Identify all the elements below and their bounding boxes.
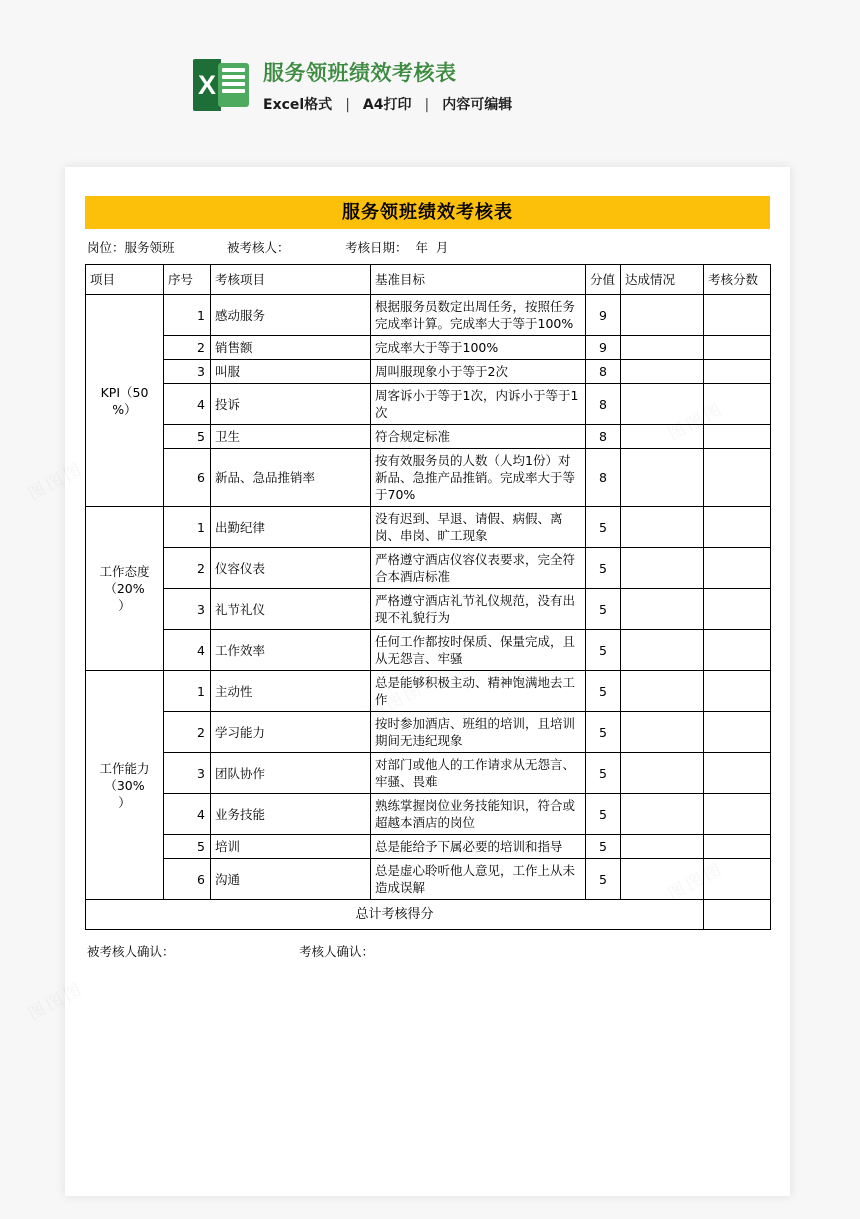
cell-no: 2 — [164, 548, 211, 589]
header-number: 序号 — [164, 265, 211, 295]
cell-item: 卫生 — [211, 425, 371, 449]
cell-achievement[interactable] — [621, 384, 704, 425]
cell-item: 新品、急品推销率 — [211, 449, 371, 507]
header-points: 分值 — [586, 265, 621, 295]
cell-standard: 对部门或他人的工作请求从无怨言、牢骚、畏难 — [371, 753, 586, 794]
cell-item: 培训 — [211, 835, 371, 859]
cell-achievement[interactable] — [621, 712, 704, 753]
cell-points: 5 — [586, 630, 621, 671]
cell-points: 5 — [586, 589, 621, 630]
cell-no: 4 — [164, 384, 211, 425]
promo-tag-separator-1: | — [345, 97, 350, 113]
cell-standard: 按时参加酒店、班组的培训，且培训期间无违纪现象 — [371, 712, 586, 753]
cell-standard: 周叫服现象小于等于2次 — [371, 360, 586, 384]
cell-points: 9 — [586, 295, 621, 336]
table-row[interactable] — [86, 753, 771, 794]
cell-score[interactable] — [704, 589, 771, 630]
cell-no: 5 — [164, 835, 211, 859]
cell-score[interactable] — [704, 859, 771, 900]
cell-item: 学习能力 — [211, 712, 371, 753]
cell-no: 4 — [164, 794, 211, 835]
cell-no: 6 — [164, 449, 211, 507]
watermark — [23, 454, 88, 504]
cell-achievement[interactable] — [621, 671, 704, 712]
table-row[interactable] — [86, 548, 771, 589]
signature-assessor: 考核人确认： — [299, 944, 375, 959]
document-body — [85, 196, 770, 966]
cell-item: 感动服务 — [211, 295, 371, 336]
cell-score[interactable] — [704, 712, 771, 753]
cell-standard: 总是虚心聆听他人意见，工作上从未造成误解 — [371, 859, 586, 900]
meta-assessee: 被考核人： — [227, 239, 290, 255]
table-header — [86, 265, 771, 295]
header-achievement: 达成情况 — [621, 265, 704, 295]
cell-item: 工作效率 — [211, 630, 371, 671]
cell-item: 主动性 — [211, 671, 371, 712]
cell-points: 5 — [586, 671, 621, 712]
table-row[interactable] — [86, 336, 771, 360]
cell-item: 业务技能 — [211, 794, 371, 835]
promo-tag-print: A4打印 — [362, 97, 412, 113]
cell-score[interactable] — [704, 336, 771, 360]
cell-standard: 任何工作都按时保质、保量完成，且从无怨言、牢骚 — [371, 630, 586, 671]
table-row[interactable] — [86, 295, 771, 336]
table-row[interactable] — [86, 630, 771, 671]
category-label-line1: KPI（50 — [100, 384, 149, 400]
total-label: 总计考核得分 — [86, 900, 704, 930]
cell-no: 2 — [164, 336, 211, 360]
cell-points: 5 — [586, 835, 621, 859]
signature-assessee: 被考核人确认： — [87, 944, 175, 959]
cell-item: 沟通 — [211, 859, 371, 900]
cell-points: 5 — [586, 548, 621, 589]
table-body — [86, 295, 771, 930]
cell-no: 3 — [164, 360, 211, 384]
cell-score[interactable] — [704, 630, 771, 671]
cell-points: 5 — [586, 753, 621, 794]
meta-date: 考核日期： 年 月 — [345, 239, 449, 255]
category-label-line3: ） — [118, 598, 131, 613]
cell-achievement[interactable] — [621, 859, 704, 900]
cell-score[interactable] — [704, 425, 771, 449]
cell-achievement[interactable] — [621, 425, 704, 449]
excel-file-icon — [193, 57, 249, 113]
cell-points: 8 — [586, 449, 621, 507]
cell-points: 8 — [586, 384, 621, 425]
category-label-line1: 工作能力 — [99, 760, 150, 776]
cell-no: 2 — [164, 712, 211, 753]
cell-standard: 按有效服务员的人数（人均1份）对新品、急推产品推销。完成率大于等于70% — [371, 449, 586, 507]
cell-item: 投诉 — [211, 384, 371, 425]
cell-standard: 符合规定标准 — [371, 425, 586, 449]
excel-icon-grid — [218, 63, 249, 107]
cell-item: 叫服 — [211, 360, 371, 384]
cell-points: 9 — [586, 336, 621, 360]
table-header-row — [86, 265, 771, 295]
cell-points: 5 — [586, 794, 621, 835]
cell-item: 仪容仪表 — [211, 548, 371, 589]
cell-achievement[interactable] — [621, 630, 704, 671]
table-row[interactable] — [86, 712, 771, 753]
table-row[interactable] — [86, 449, 771, 507]
cell-standard: 根据服务员数定出周任务，按照任务完成率计算。完成率大于等于100% — [371, 295, 586, 336]
promo-title: 服务领班绩效考核表 — [263, 61, 457, 85]
cell-item: 礼节礼仪 — [211, 589, 371, 630]
table-row[interactable] — [86, 507, 771, 548]
promo-tag-list — [263, 95, 512, 115]
header-score: 考核分数 — [704, 265, 771, 295]
cell-achievement[interactable] — [621, 835, 704, 859]
cell-points: 8 — [586, 425, 621, 449]
cell-category-kpi — [86, 295, 164, 507]
table-row[interactable] — [86, 360, 771, 384]
cell-score[interactable] — [704, 360, 771, 384]
cell-no: 6 — [164, 859, 211, 900]
watermark — [23, 974, 88, 1024]
cell-achievement[interactable] — [621, 360, 704, 384]
category-label-line2: （30% — [104, 777, 145, 793]
cell-no: 1 — [164, 295, 211, 336]
promo-tag-format: Excel格式 — [263, 97, 333, 113]
document-card — [65, 167, 790, 1196]
cell-standard: 周客诉小于等于1次，内诉小于等于1次 — [371, 384, 586, 425]
header-category: 项目 — [86, 265, 164, 295]
cell-score[interactable] — [704, 548, 771, 589]
cell-standard: 没有迟到、早退、请假、病假、离岗、串岗、旷工现象 — [371, 507, 586, 548]
cell-achievement[interactable] — [621, 295, 704, 336]
cell-item: 团队协作 — [211, 753, 371, 794]
meta-position: 岗位：服务领班 — [87, 239, 175, 255]
promo-tag-editable: 内容可编辑 — [442, 97, 513, 113]
cell-score[interactable] — [704, 835, 771, 859]
cell-no: 4 — [164, 630, 211, 671]
cell-no: 1 — [164, 507, 211, 548]
category-label-line2: （20% — [104, 581, 145, 596]
header-standard: 基准目标 — [371, 265, 586, 295]
cell-points: 5 — [586, 507, 621, 548]
cell-no: 1 — [164, 671, 211, 712]
cell-achievement[interactable] — [621, 548, 704, 589]
cell-achievement[interactable] — [621, 753, 704, 794]
cell-item: 出勤纪律 — [211, 507, 371, 548]
cell-score[interactable] — [704, 753, 771, 794]
cell-standard: 总是能够积极主动、精神饱满地去工作 — [371, 671, 586, 712]
category-label-line1: 工作态度 — [99, 564, 150, 579]
cell-points: 8 — [586, 360, 621, 384]
cell-no: 3 — [164, 589, 211, 630]
cell-standard: 严格遵守酒店礼节礼仪规范，没有出现不礼貌行为 — [371, 589, 586, 630]
meta-row — [85, 229, 770, 264]
evaluation-table — [85, 264, 771, 930]
cell-score[interactable] — [704, 671, 771, 712]
cell-standard: 严格遵守酒店仪容仪表要求，完全符合本酒店标准 — [371, 548, 586, 589]
category-label-line3: ） — [118, 794, 131, 810]
cell-achievement[interactable] — [621, 507, 704, 548]
cell-score[interactable] — [704, 449, 771, 507]
cell-standard: 总是能给予下属必要的培训和指导 — [371, 835, 586, 859]
cell-achievement[interactable] — [621, 449, 704, 507]
header-item: 考核项目 — [211, 265, 371, 295]
cell-category-ability — [86, 671, 164, 900]
cell-achievement[interactable] — [621, 589, 704, 630]
table-row[interactable] — [86, 859, 771, 900]
table-row[interactable] — [86, 794, 771, 835]
cell-achievement[interactable] — [621, 336, 704, 360]
table-row[interactable] — [86, 589, 771, 630]
table-row[interactable] — [86, 425, 771, 449]
table-row[interactable] — [86, 835, 771, 859]
promo-text-block — [263, 57, 512, 115]
promo-tag-separator-2: | — [424, 97, 430, 113]
cell-score[interactable] — [704, 507, 771, 548]
cell-no: 5 — [164, 425, 211, 449]
cell-item: 销售额 — [211, 336, 371, 360]
cell-points: 5 — [586, 859, 621, 900]
table-total-row[interactable] — [86, 900, 771, 930]
cell-no: 3 — [164, 753, 211, 794]
table-row[interactable] — [86, 384, 771, 425]
category-label-line2: %） — [112, 401, 137, 417]
cell-points: 5 — [586, 712, 621, 753]
signature-row — [85, 930, 770, 966]
promo-header — [193, 57, 512, 115]
cell-standard: 完成率大于等于100% — [371, 336, 586, 360]
table-row[interactable] — [86, 671, 771, 712]
cell-achievement[interactable] — [621, 794, 704, 835]
cell-standard: 熟练掌握岗位业务技能知识，符合或超越本酒店的岗位 — [371, 794, 586, 835]
cell-score[interactable] — [704, 295, 771, 336]
excel-icon-letter: X — [197, 70, 216, 100]
cell-category-attitude — [86, 507, 164, 671]
sheet-title-banner: 服务领班绩效考核表 — [85, 196, 770, 229]
cell-score[interactable] — [704, 384, 771, 425]
total-value[interactable] — [704, 900, 771, 930]
cell-score[interactable] — [704, 794, 771, 835]
